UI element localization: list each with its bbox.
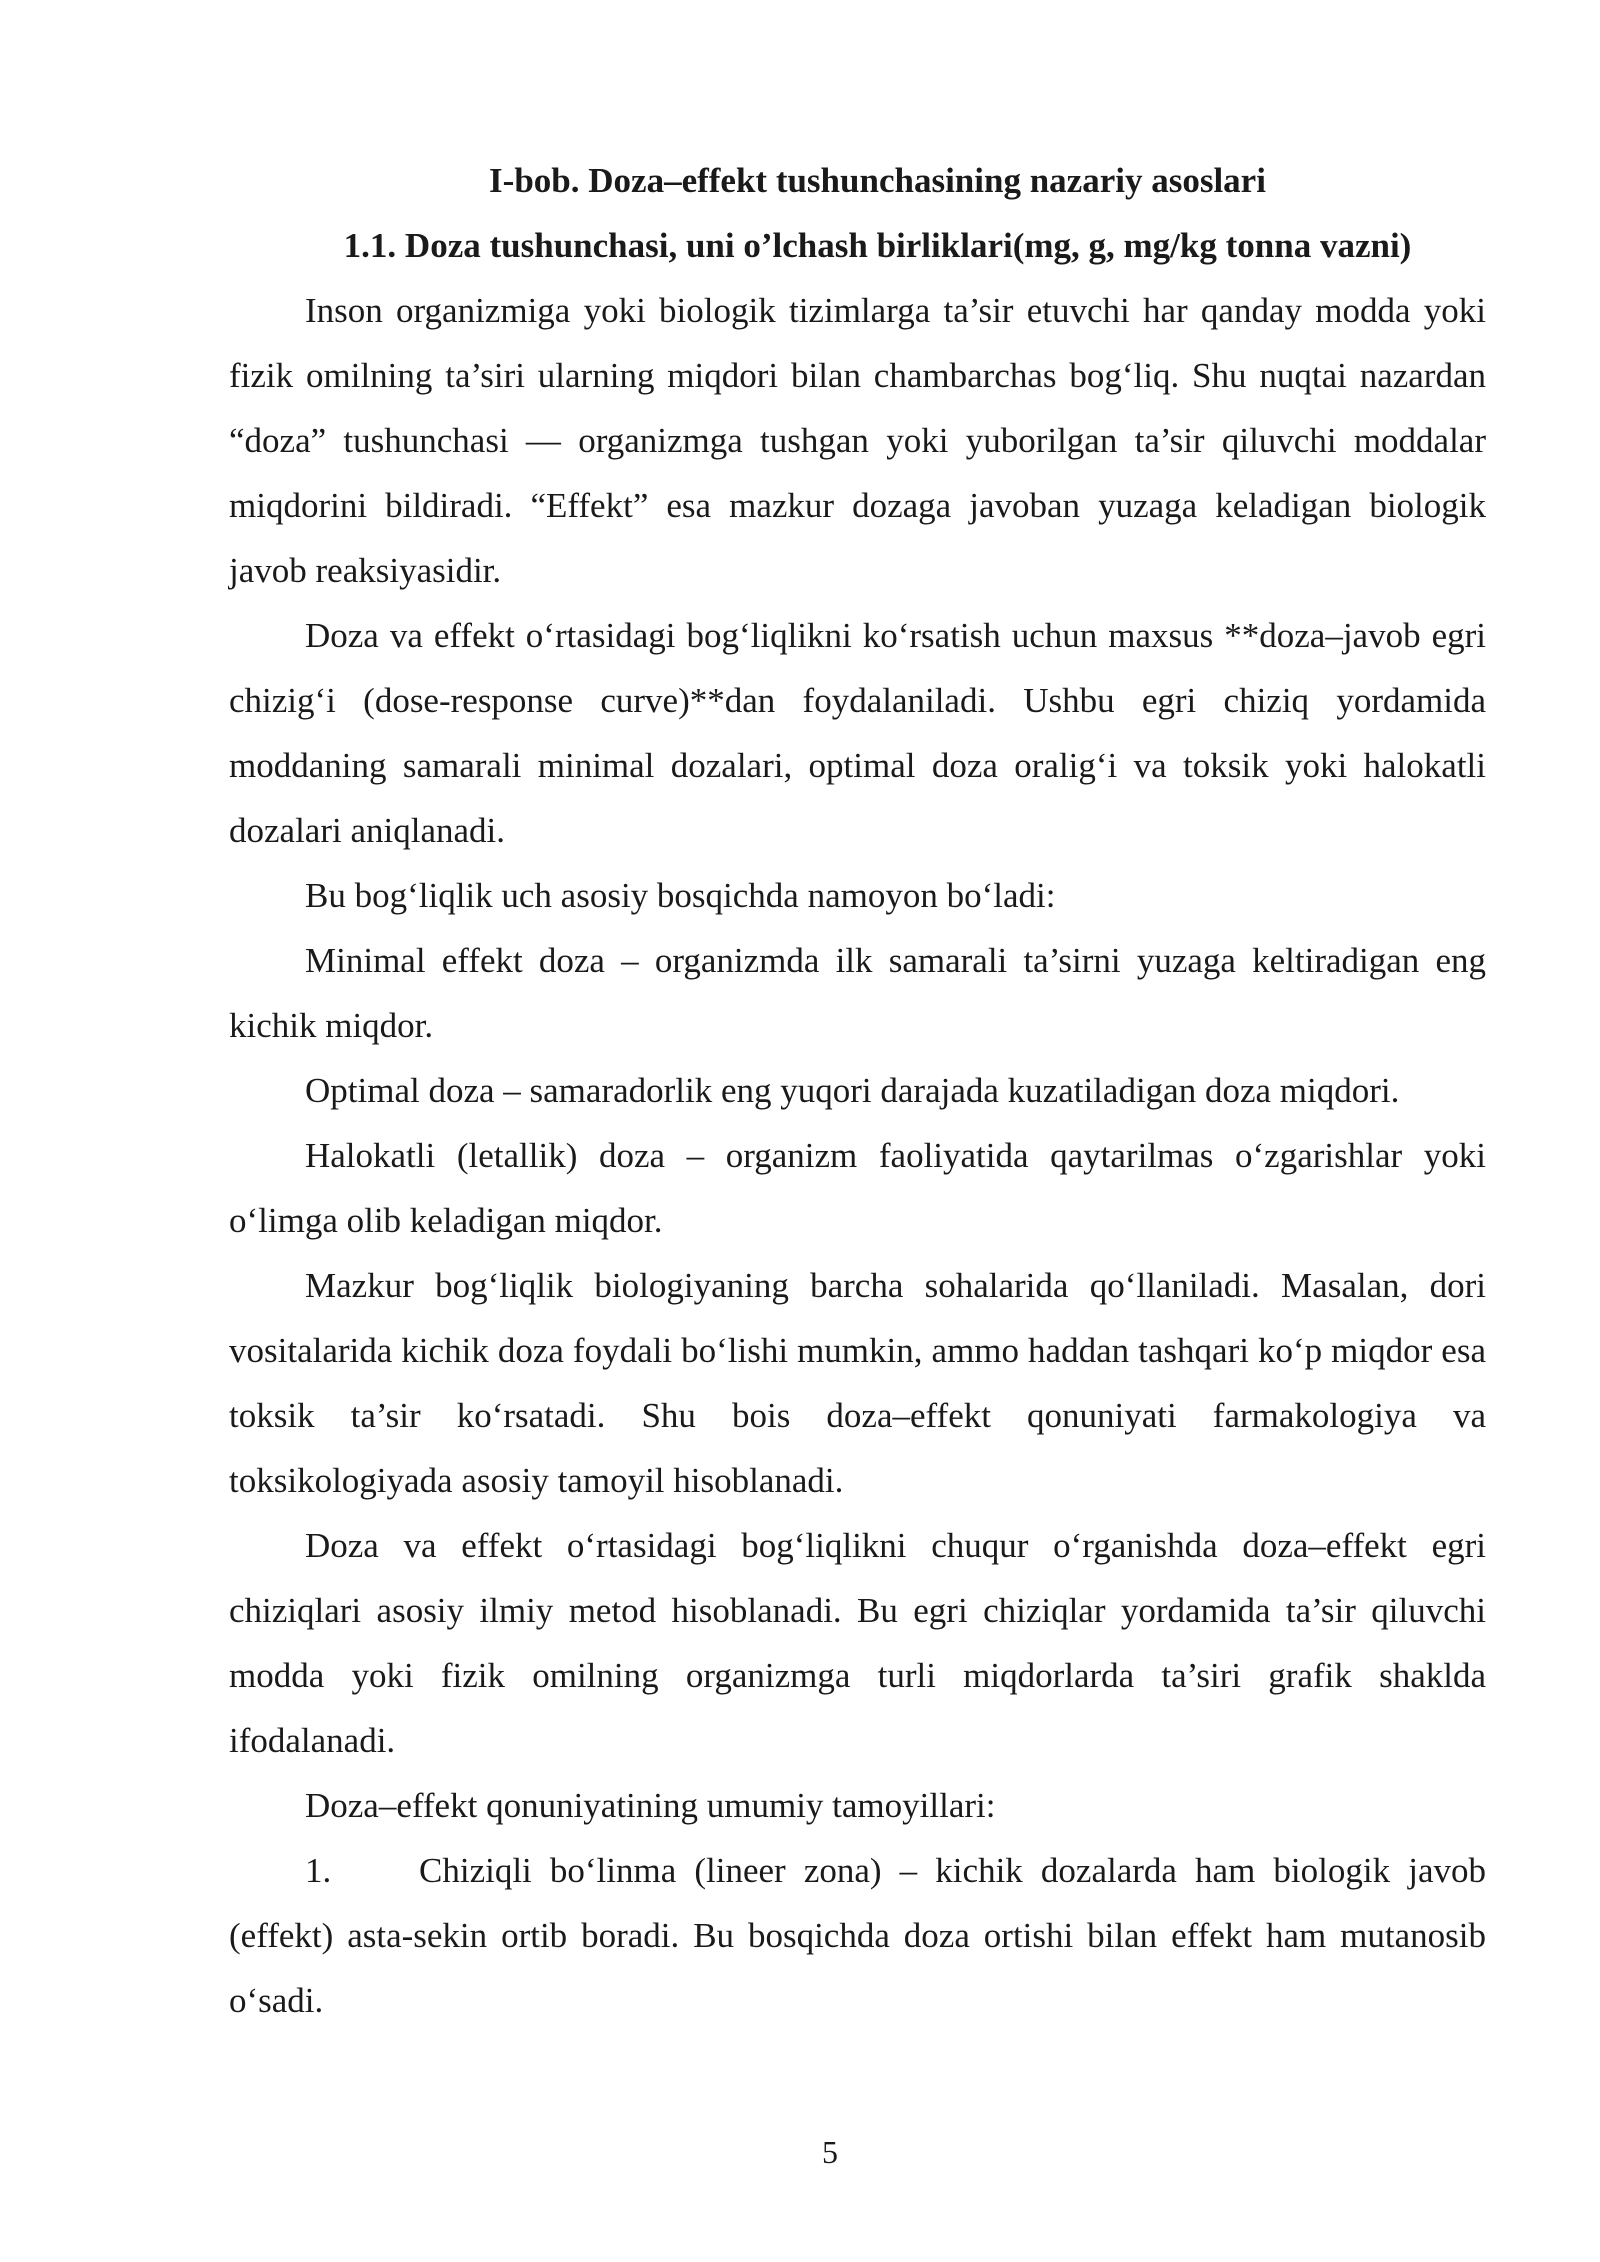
page-number: 5 [822, 2134, 838, 2170]
section-title: 1.1. Doza tushunchasi, uni o’lchash birliklari(mg, g, mg/kg tonna vazni) [343, 226, 1412, 265]
paragraph-intro: Inson organizmiga yoki biologik tizimlarga ta’sir etuvchi har qanday modda yoki fizik omilning ta’siri ularning miqdori bilan chambarchas bog‘liq. Shu nuqtai nazardan “doza” tushunchasi — organizmga tushgan yoki yuborilgan ta’sir qiluvchi moddalar miqdorini bildiradi. “Effekt” esa mazkur dozaga javoban yuzaga keladigan biologik javob reaksiyasidir. [229, 291, 1486, 590]
page-content [229, 148, 1486, 2033]
list-item [229, 1838, 1486, 2033]
paragraph-principles-heading: Doza–effekt qonuniyatining umumiy tamoyillari: [305, 1786, 996, 1825]
list-item-text: Chiziqli bo‘linma (lineer zona) – kichik dozalarda ham biologik javob (effekt) asta-sekin ortib boradi. Bu bosqichda doza ortishi bilan effekt ham mutanosib o‘sadi. [229, 1851, 1486, 2020]
list-item-number: 1. [305, 1851, 332, 1890]
paragraph-research-method: Doza va effekt o‘rtasidagi bog‘liqlikni chuqur o‘rganishda doza–effekt egri chiziqlari asosiy ilmiy metod hisoblanadi. Bu egri chiziqlar yordamida ta’sir qiluvchi modda yoki fizik omilning organizmga turli miqdorlarda ta’siri grafik shaklda ifodalanadi. [229, 1526, 1486, 1760]
paragraph-minimal-dose: Minimal effekt doza – organizmda ilk samarali ta’sirni yuzaga keltiradigan eng kichik miqdor. [229, 941, 1486, 1045]
paragraph-lethal-dose: Halokatli (letallik) doza – organizm faoliyatida qaytarilmas o‘zgarishlar yoki o‘limga olib keladigan miqdor. [229, 1136, 1486, 1240]
paragraph-applications: Mazkur bog‘liqlik biologiyaning barcha sohalarida qo‘llaniladi. Masalan, dori vositalarida kichik doza foydali bo‘lishi mumkin, ammo haddan tashqari ko‘p miqdor esa toksik ta’sir ko‘rsatadi. Shu bois doza–effekt qonuniyati farmakologiya va toksikologiyada asosiy tamoyil hisoblanadi. [229, 1266, 1486, 1500]
paragraph-optimal-dose: Optimal doza – samaradorlik eng yuqori darajada kuzatiladigan doza miqdori. [305, 1071, 1400, 1110]
chapter-title: I-bob. Doza–effekt tushunchasining nazariy asoslari [489, 161, 1266, 200]
paragraph-three-stages: Bu bog‘liqlik uch asosiy bosqichda namoyon bo‘ladi: [305, 876, 1056, 915]
paragraph-dose-response-curve: Doza va effekt o‘rtasidagi bog‘liqlikni ko‘rsatish uchun maxsus **doza–javob egri chizig‘i (dose-response curve)**dan foydalaniladi. Ushbu egri chiziq yordamida moddaning samarali minimal dozalari, optimal doza oralig‘i va toksik yoki halokatli dozalari aniqlanadi. [229, 616, 1486, 850]
